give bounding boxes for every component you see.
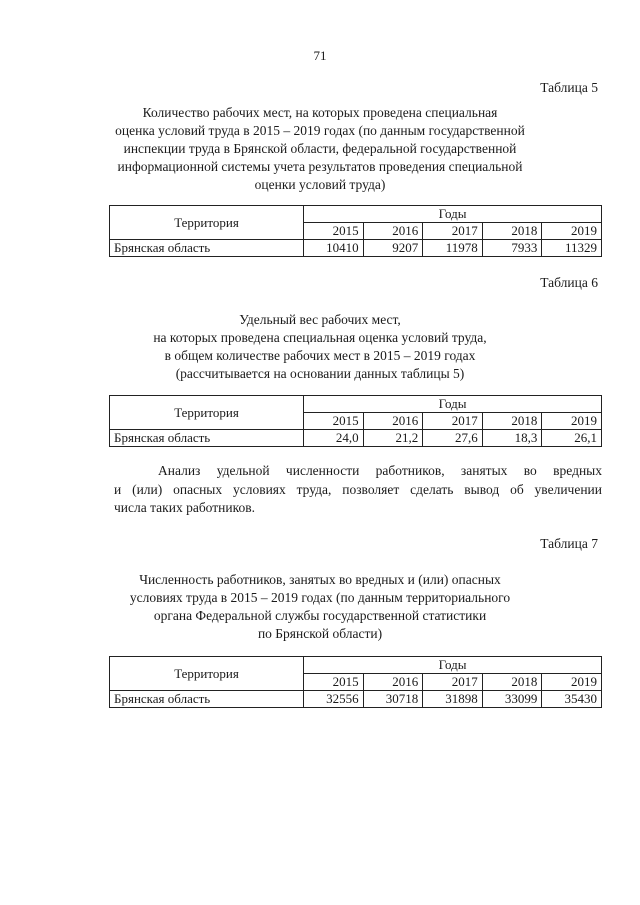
territory-header: Территория	[110, 396, 304, 430]
value-cell: 11978	[423, 240, 483, 257]
table-6-label: Таблица 6	[540, 275, 598, 290]
value-cell: 30718	[363, 691, 423, 708]
table-7	[109, 656, 602, 708]
value-cell: 27,6	[423, 430, 483, 447]
year-cell: 2019	[542, 413, 602, 430]
caption-line: Количество рабочих мест, на которых проведена специальная	[142, 105, 498, 120]
table-7-caption	[90, 571, 550, 643]
value-cell: 18,3	[482, 430, 542, 447]
year-cell: 2017	[423, 223, 483, 240]
years-header: Годы	[304, 396, 602, 413]
year-cell: 2017	[423, 413, 483, 430]
years-header: Годы	[304, 206, 602, 223]
year-cell: 2018	[482, 413, 542, 430]
caption-line: по Брянской области)	[257, 626, 383, 641]
region-cell: Брянская область	[110, 430, 304, 447]
paragraph-line: Анализ удельной численности работников, занятых во вредных	[158, 463, 602, 478]
caption-line: инспекции труда в Брянской области, федеральной государственной	[123, 141, 517, 156]
year-cell: 2019	[542, 674, 602, 691]
year-cell: 2018	[482, 674, 542, 691]
caption-line: информационной системы учета результатов проведения специальной	[117, 159, 523, 174]
caption-line: оценка условий труда в 2015 – 2019 годах (по данным государственной	[115, 123, 525, 138]
table-6	[109, 395, 602, 447]
value-cell: 32556	[304, 691, 364, 708]
value-cell: 10410	[304, 240, 364, 257]
table-row	[110, 430, 602, 447]
table-5-caption	[90, 104, 550, 194]
caption-line: Численность работников, занятых во вредных и (или) опасных	[139, 572, 501, 587]
table-5-label: Таблица 5	[540, 80, 598, 95]
caption-line: органа Федеральной службы государственной статистики	[153, 608, 487, 623]
paragraph-line: и (или) опасных условиях труда, позволяет сделать вывод об увеличении	[114, 481, 602, 497]
value-cell: 7933	[482, 240, 542, 257]
year-cell: 2016	[363, 674, 423, 691]
value-cell: 35430	[542, 691, 602, 708]
table-row	[110, 691, 602, 708]
territory-header: Территория	[110, 657, 304, 691]
region-cell: Брянская область	[110, 240, 304, 257]
value-cell: 9207	[363, 240, 423, 257]
value-cell: 31898	[423, 691, 483, 708]
value-cell: 24,0	[304, 430, 364, 447]
year-cell: 2016	[363, 413, 423, 430]
value-cell: 11329	[542, 240, 602, 257]
page-number: 71	[313, 48, 327, 63]
caption-line: (рассчитывается на основании данных таблицы 5)	[175, 366, 465, 381]
years-header: Годы	[304, 657, 602, 674]
table-7-label: Таблица 7	[540, 536, 598, 551]
caption-line: на которых проведена специальная оценка условий труда,	[153, 330, 487, 345]
year-cell: 2017	[423, 674, 483, 691]
value-cell: 26,1	[542, 430, 602, 447]
value-cell: 21,2	[363, 430, 423, 447]
year-cell: 2019	[542, 223, 602, 240]
table-5	[109, 205, 602, 257]
paragraph-line: числа таких работников.	[114, 500, 255, 515]
table-row	[110, 240, 602, 257]
year-cell: 2015	[304, 223, 364, 240]
caption-line: в общем количестве рабочих мест в 2015 – 2019 годах	[164, 348, 476, 363]
year-cell: 2016	[363, 223, 423, 240]
caption-line: условиях труда в 2015 – 2019 годах (по данным территориального	[129, 590, 511, 605]
year-cell: 2015	[304, 413, 364, 430]
year-cell: 2018	[482, 223, 542, 240]
territory-header: Территория	[110, 206, 304, 240]
analysis-paragraph	[114, 462, 602, 518]
region-cell: Брянская область	[110, 691, 304, 708]
caption-line: оценки условий труда)	[254, 177, 386, 192]
caption-line: Удельный вес рабочих мест,	[239, 312, 401, 327]
table-6-caption	[90, 311, 550, 383]
value-cell: 33099	[482, 691, 542, 708]
year-cell: 2015	[304, 674, 364, 691]
